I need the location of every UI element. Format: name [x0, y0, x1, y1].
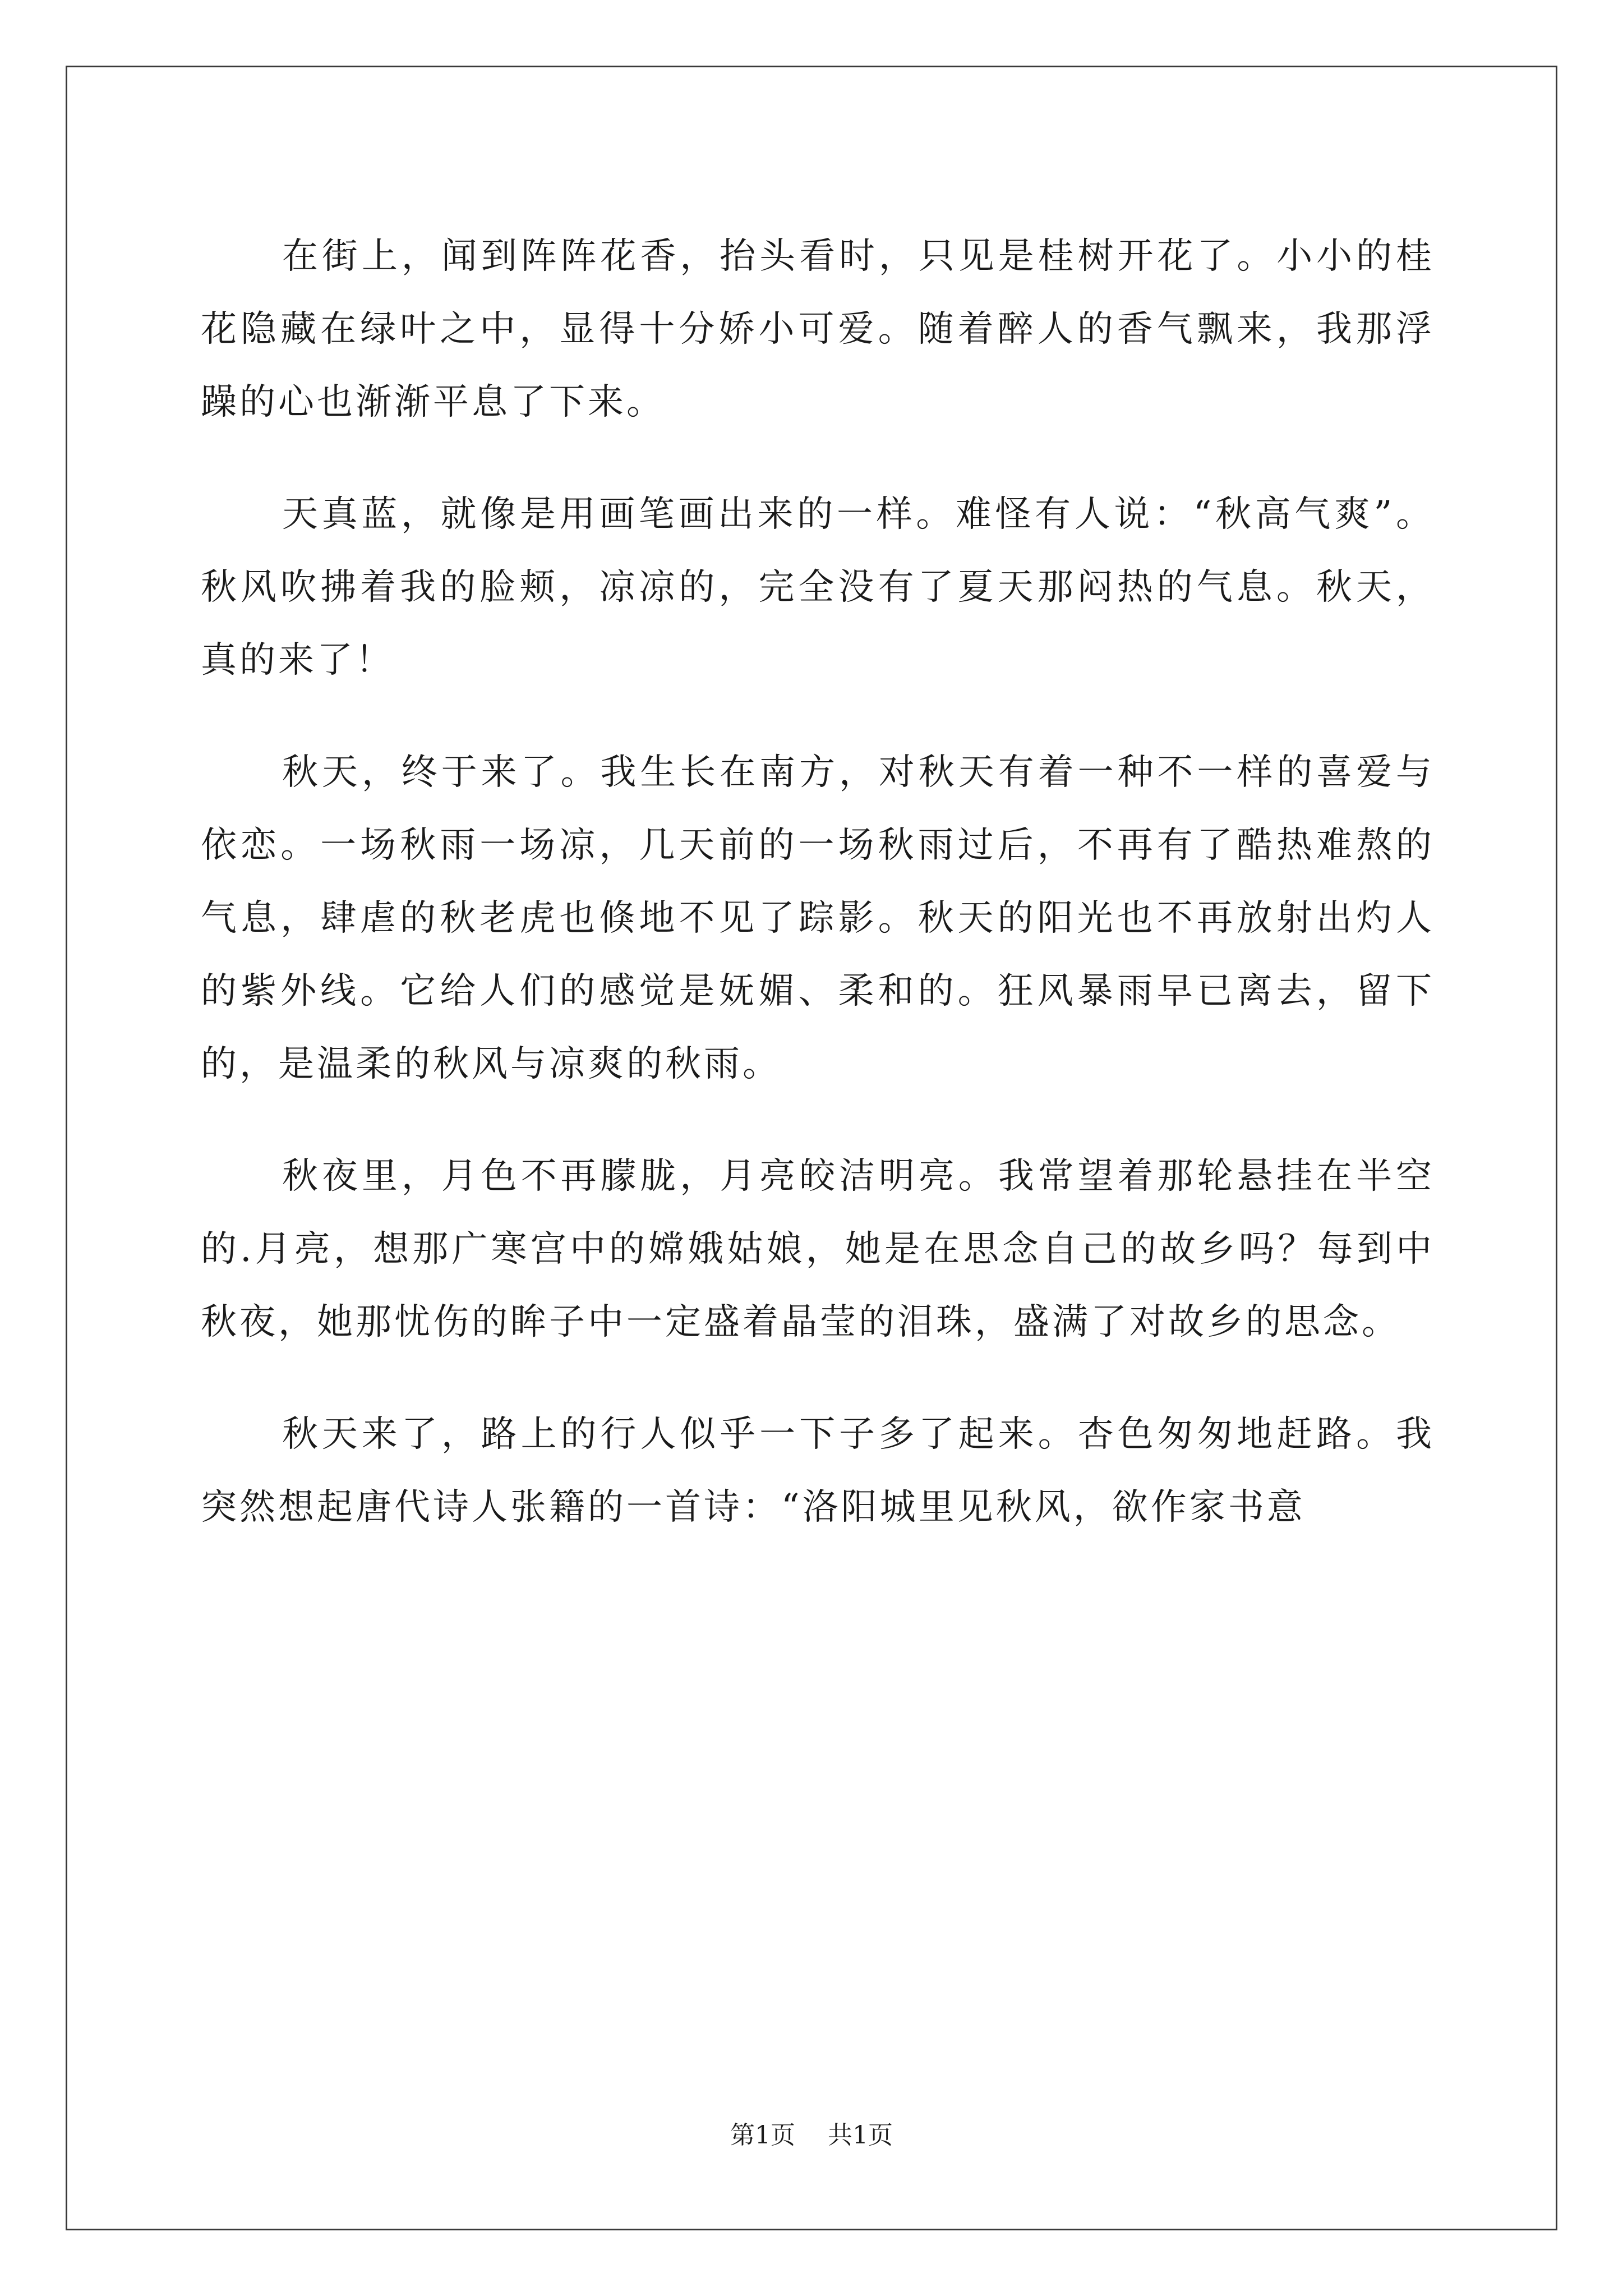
page-number-current: 第1页: [730, 2121, 795, 2150]
paragraph-5: 秋天来了，路上的行人似乎一下子多了起来。杏色匆匆地赶路。我突然想起唐代诗人张籍的一首诗：“洛阳城里见秋风，欲作家书意: [201, 1414, 1435, 1528]
document-body: [201, 220, 1435, 1583]
paragraph-4: 秋夜里，月色不再朦胧，月亮皎洁明亮。我常望着那轮悬挂在半空的.月亮，想那广寒宫中的嫦娥姑娘，她是在思念自己的故乡吗？每到中秋夜，她那忧伤的眸子中一定盛着晶莹的泪珠，盛满了对故乡的思念。: [201, 1156, 1435, 1343]
paragraph-2: 天真蓝，就像是用画笔画出来的一样。难怪有人说：“秋高气爽”。秋风吹拂着我的脸颊，凉凉的，完全没有了夏天那闷热的气息。秋天，真的来了！: [201, 494, 1435, 681]
page-number-total: 共1页: [828, 2121, 893, 2150]
paragraph-3: 秋天，终于来了。我生长在南方，对秋天有着一种不一样的喜爱与依恋。一场秋雨一场凉，几天前的一场秋雨过后，不再有了酷热难熬的气息，肆虐的秋老虎也倏地不见了踪影。秋天的阳光也不再放射出灼人的紫外线。它给人们的感觉是妩媚、柔和的。狂风暴雨早已离去，留下的，是温柔的秋风与凉爽的秋雨。: [201, 752, 1435, 1085]
paragraph-1: 在街上，闻到阵阵花香，抬头看时，只见是桂树开花了。小小的桂花隐藏在绿叶之中，显得十分娇小可爱。随着醉人的香气飘来，我那浮躁的心也渐渐平息了下来。: [201, 236, 1435, 423]
page-footer: [0, 2115, 1623, 2151]
